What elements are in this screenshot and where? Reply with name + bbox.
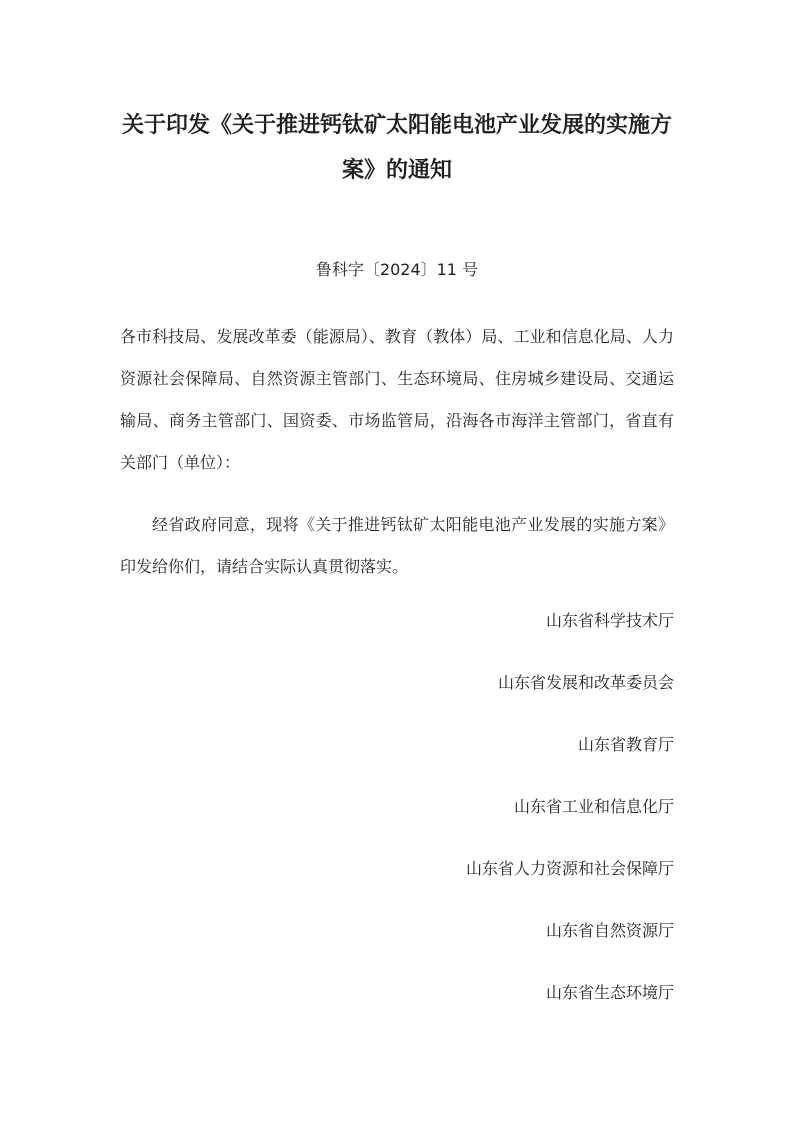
signature-block (120, 606, 674, 1040)
document-title: 关于印发《关于推进钙钛矿太阳能电池产业发展的实施方案》的通知 (121, 113, 672, 183)
signature-line: 山东省科学技术厅 (545, 611, 674, 630)
body-paragraph: 经省政府同意，现将《关于推进钙钛矿太阳能电池产业发展的实施方案》印发给你们，请结合实际认真贯彻落实。 (120, 515, 674, 576)
signature-line: 山东省自然资源厅 (545, 921, 674, 940)
signature-line: 山东省生态环境厅 (545, 983, 674, 1002)
document-number: 鲁科字〔2024〕11 号 (315, 260, 479, 279)
signature-line: 山东省人力资源和社会保障厅 (465, 859, 674, 878)
signature-line: 山东省发展和改革委员会 (497, 673, 674, 692)
signature-line: 山东省教育厅 (577, 735, 674, 754)
signature-line: 山东省工业和信息化厅 (513, 797, 674, 816)
addressee-paragraph: 各市科技局、发展改革委（能源局）、教育（教体）局、工业和信息化局、人力资源社会保障局、自然资源主管部门、生态环境局、住房城乡建设局、交通运输局、商务主管部门、国资委、市场监管局，沿海各市海洋主管部门，省直有关部门（单位）： (120, 327, 674, 472)
